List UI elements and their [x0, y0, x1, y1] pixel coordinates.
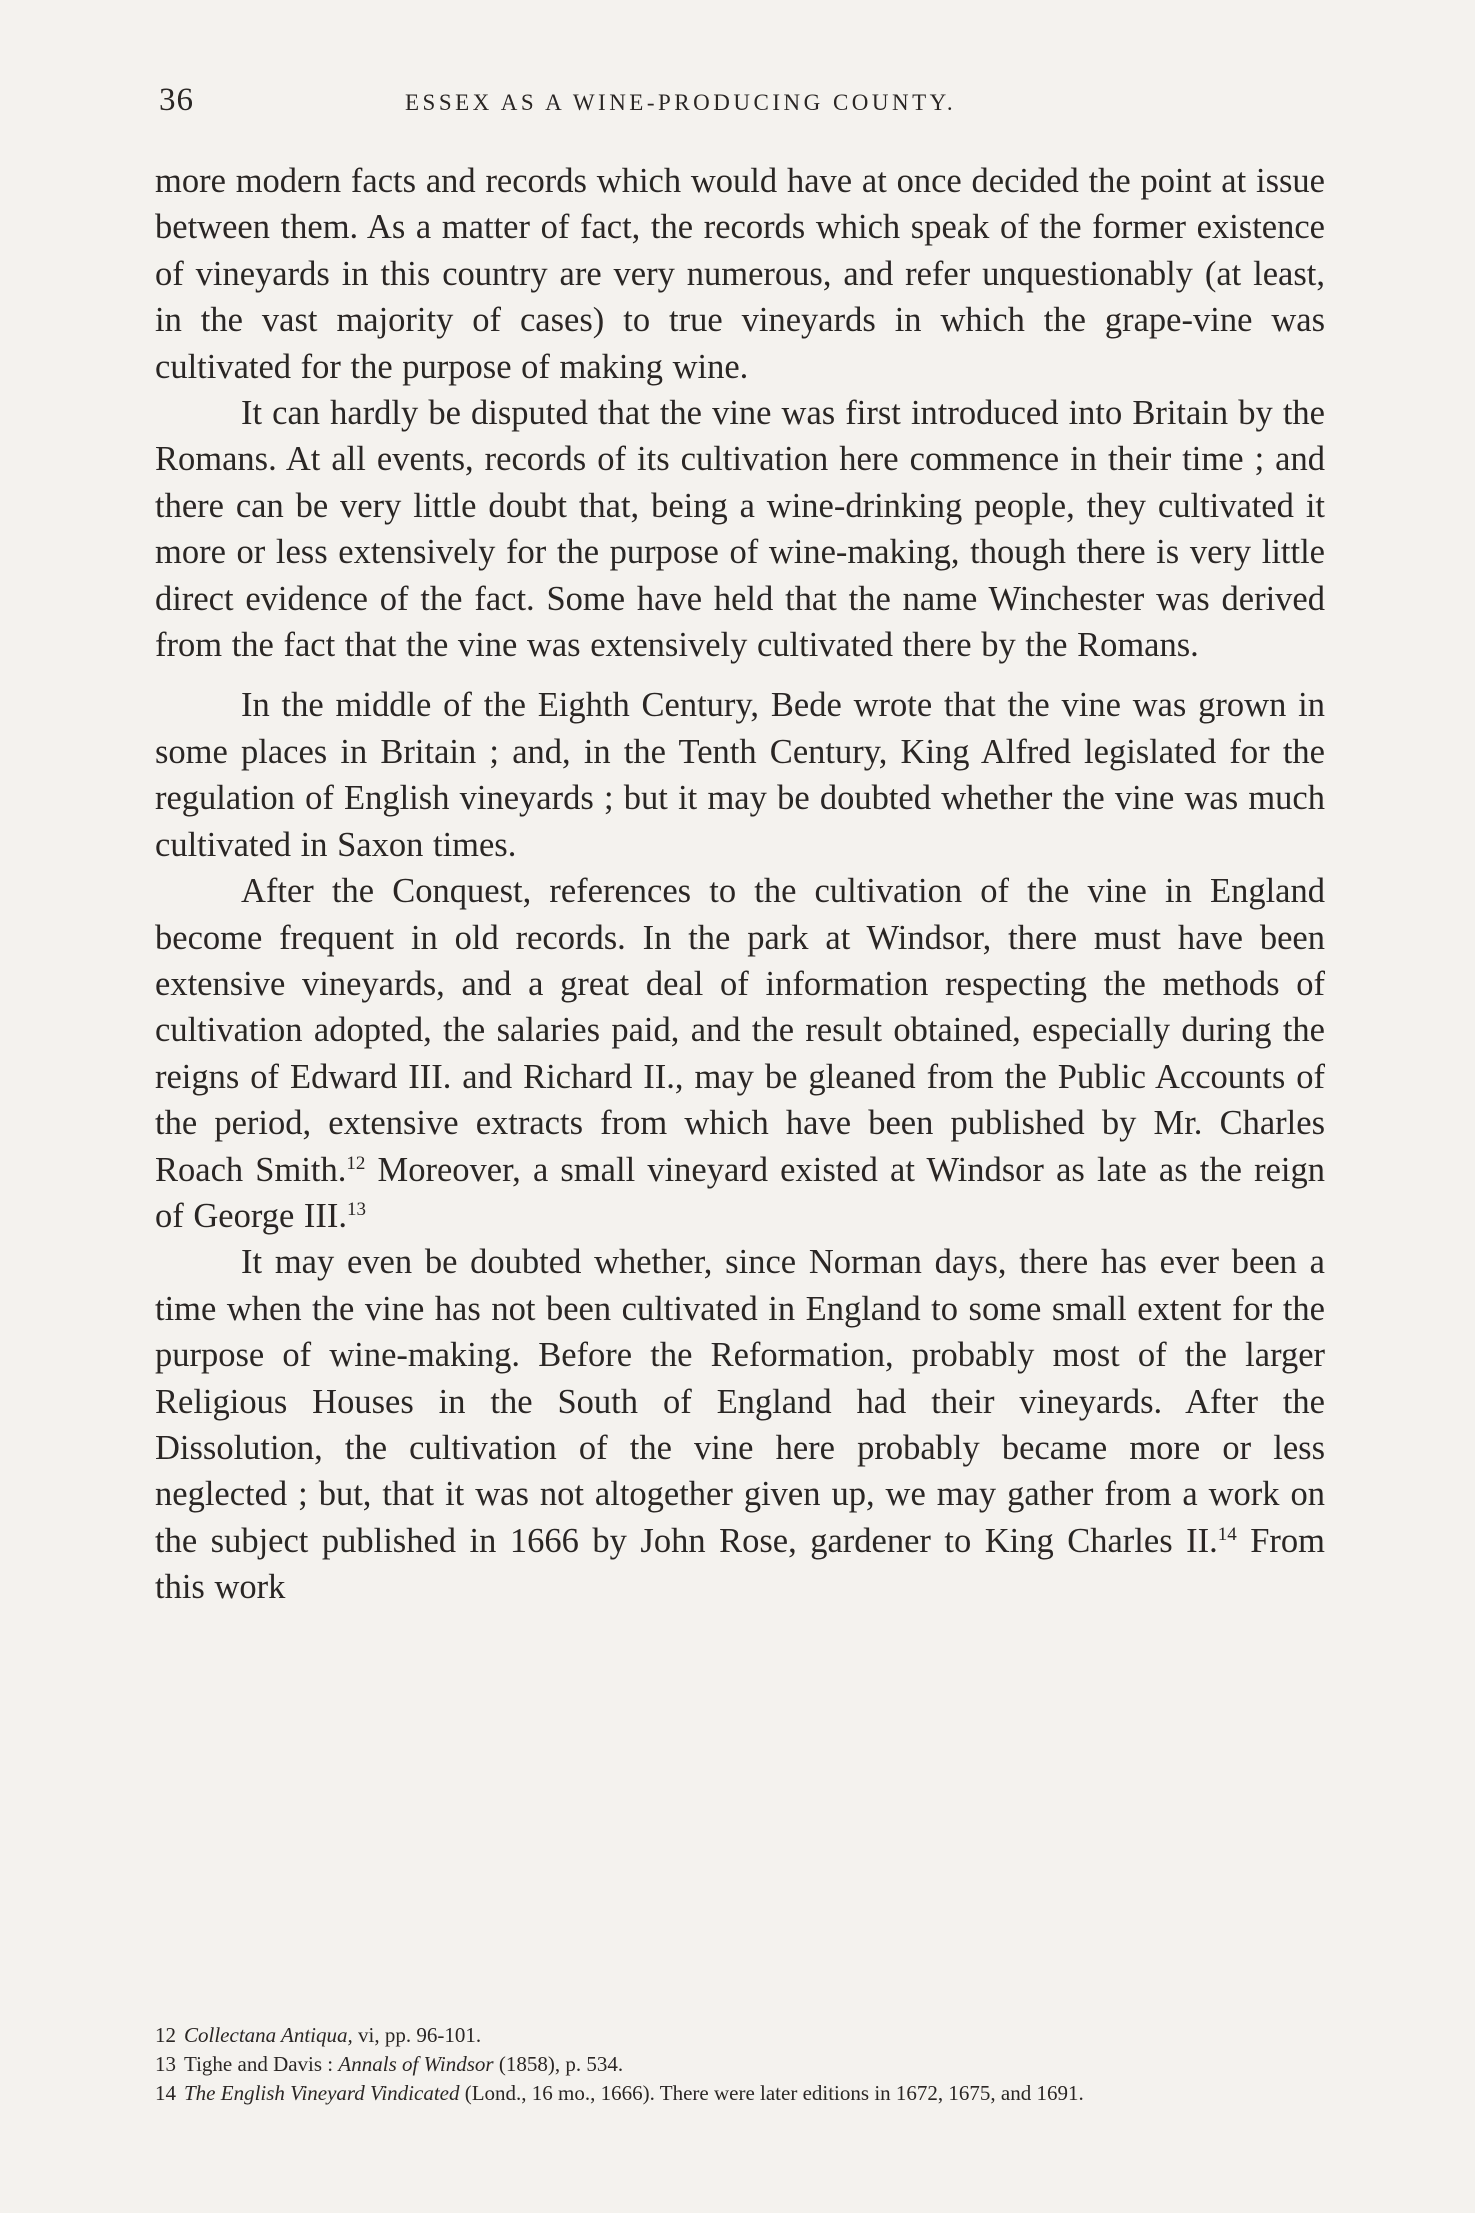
footnote-ref-12[interactable]: 12 [346, 1152, 366, 1174]
paragraph-saxon-times [155, 682, 1325, 868]
footnote-text: (Lond., 16 mo., 1666). There were later editions in 1672, 1675, and 1691. [459, 2081, 1084, 2105]
footnote-12 [155, 2021, 1325, 2050]
footnote-13 [155, 2050, 1325, 2079]
paragraph-norman-days [155, 1239, 1325, 1610]
footnote-text: (1858), p. 534. [493, 2052, 624, 2076]
footnote-number: 12 [155, 2023, 176, 2047]
footnote-text: vi, pp. 96-101. [352, 2023, 482, 2047]
footnote-title: The English Vineyard Vindicated [184, 2081, 460, 2105]
body-text [155, 158, 1325, 1611]
footnote-14 [155, 2079, 1325, 2108]
paragraph-text: From this work [155, 1521, 1326, 1607]
paragraph-text: In the middle of the Eighth Century, Bede wrote that the vine was grown in some places in Britain ; and, in the Tenth Century, King Alfred legislated for the regulation of English vineyards ; but it may be doubted whether the vine was much cultivated in Saxon times. [155, 686, 1325, 864]
footnotes [155, 2021, 1325, 2108]
paragraph-roman-introduction [155, 390, 1325, 668]
paragraph-text: more modern facts and records which would have at once decided the point at issue between them. As a matter of fact, the records which speak of the former existence of vineyards in this country are very numerous, and refer unquestionably (at least, in the vast majority of cases) to true vineyards in which the grape-vine was cultivated for the purpose of making wine. [155, 162, 1325, 386]
footnote-title: Collectana Antiqua, [184, 2023, 353, 2047]
paragraph-after-conquest [155, 868, 1325, 1239]
page-header [155, 82, 1325, 122]
footnote-number: 14 [155, 2081, 176, 2105]
footnote-title: Annals of Windsor [338, 2052, 494, 2076]
page-number: 36 [159, 82, 194, 118]
footnote-ref-14[interactable]: 14 [1217, 1523, 1237, 1545]
paragraph-continuation [155, 158, 1325, 390]
footnote-number: 13 [155, 2052, 176, 2076]
running-title: ESSEX AS A WINE-PRODUCING COUNTY. [405, 90, 957, 115]
paragraph-text: After the Conquest, references to the cultivation of the vine in England become frequent in old records. In the park at Windsor, there must have been extensive vineyards, and a great deal of information respecting the methods of cultivation adopted, the salaries paid, and the result obtained, especially during the reigns of Edward III. and Richard II., may be gleaned from the Public Accounts of the period, extensive extracts from which have been published by Mr. Charles Roach Smith. [155, 872, 1325, 1189]
paragraph-text: Moreover, a small vineyard existed at Windsor as late as the reign of George III. [155, 1150, 1326, 1235]
footnote-ref-13[interactable]: 13 [347, 1198, 366, 1220]
paragraph-text: It may even be doubted whether, since Norman days, there has ever been a time when the vine has not been cultivated in England to some small extent for the purpose of wine-making. Before the Reformation, probably most of the larger Religious Houses in the South of England had their vineyards. After the Dissolution, the cultivation of the vine here probably became more or less neglected ; but, that it was not altogether given up, we may gather from a work on the subject published in 1666 by John Rose, gardener to King Charles II. [155, 1243, 1325, 1560]
paragraph-text: It can hardly be disputed that the vine was first introduced into Britain by the Romans. At all events, records of its cultivation here commence in their time ; and there can be very little doubt that, being a wine-drinking people, they cultivated it more or less extensively for the purpose of wine-making, though there is very little direct evidence of the fact. Some have held that the name Winchester was derived from the fact that the vine was extensively cultivated there by the Romans. [155, 394, 1325, 665]
footnote-text: Tighe and Davis : [184, 2052, 339, 2076]
